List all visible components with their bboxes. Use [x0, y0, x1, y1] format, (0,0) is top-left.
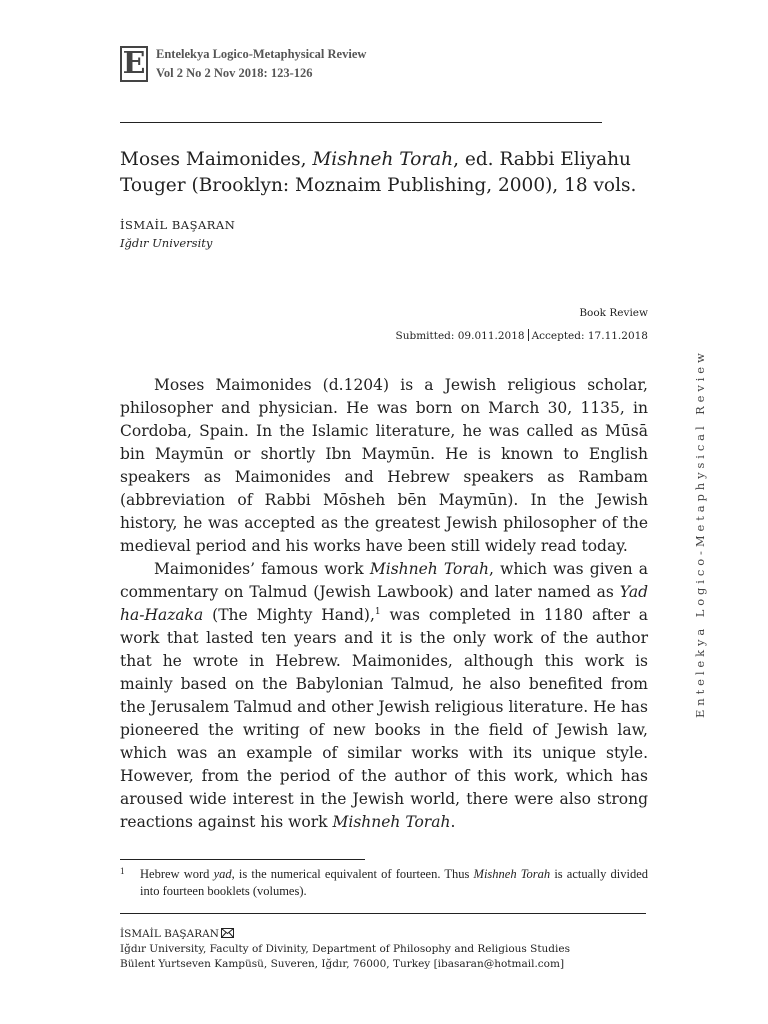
- envelope-icon[interactable]: [221, 928, 234, 938]
- date-separator: [528, 329, 529, 341]
- header-divider: [120, 122, 602, 123]
- contact-address: Bülent Yurtseven Kampüsü, Suveren, Iğdır, 76000, Turkey [ibasaran@hotmail.com]: [120, 958, 565, 970]
- article-title: [120, 147, 660, 199]
- author-contact: [120, 927, 570, 972]
- contact-name: İSMAİL BAŞARAN: [120, 928, 219, 940]
- contact-affiliation: Iğdır University, Faculty of Divinity, Department of Philosophy and Religious Studies: [120, 943, 570, 955]
- article-type: Book Review: [579, 307, 648, 319]
- contact-divider: [120, 913, 646, 914]
- accepted-date: Accepted: 17.11.2018: [531, 330, 648, 342]
- title-part: , ed. Rabbi Eliyahu Touger (Brooklyn: Moznaim Publishing, 2000), 18 vols.: [120, 149, 637, 196]
- article-body: [120, 374, 648, 834]
- footnote-text: Hebrew word yad, is the numerical equivalent of fourteen. Thus Mishneh Torah is actually divided into fourteen booklets (volumes).: [140, 867, 649, 898]
- submitted-date: Submitted: 09.011.2018: [395, 330, 525, 342]
- title-book-name: Mishneh Torah: [312, 149, 454, 170]
- journal-issue: Vol 2 No 2 Nov 2018: 123-126: [156, 66, 313, 80]
- footnote-number: 1: [120, 866, 125, 876]
- footnote-reference[interactable]: 1: [374, 606, 381, 617]
- journal-name: Entelekya Logico-Metaphysical Review: [156, 47, 367, 61]
- body-paragraph: Maimonides’ famous work Mishneh Torah, which was given a commentary on Talmud (Jewish Lawbook) and later named as Yad ha-Hazaka (The Mighty Hand),$^1$ was completed in 1180 after a work that lasted ten years and it is the only work of the author that he wrote in Hebrew. Maimonides, although this work is mainly based on the Babylonian Talmud, he also benefited from the Jerusalem Talmud and other Jewish religious literature. He has pioneered the writing of new books in the field of Jewish law, which was an example of similar works with its unique style. However, from the period of the author of this work, which has aroused wide interest in the Jewish world, there were also strong reactions against his work Mishneh Torah.: [120, 560, 648, 831]
- body-paragraph: Moses Maimonides (d.1204) is a Jewish religious scholar, philosopher and physician. He was born on March 30, 1135, in Cordoba, Spain. In the Islamic literature, he was called as Mūsā bin Maymūn or shortly Ibn Maymūn. He is known to English speakers as Maimonides and Hebrew speakers as Rambam (abbreviation of Rabbi Mōsheh bēn Maymūn). In the Jewish history, he was accepted as the greatest Jewish philosopher of the medieval period and his works have been still widely read today.: [120, 376, 648, 555]
- author-affiliation: Iğdır University: [120, 236, 213, 250]
- side-journal-title: Entelekya Logico-Metaphysical Review: [693, 349, 707, 718]
- article-dates: [396, 329, 648, 342]
- footnote-divider: [120, 859, 365, 860]
- title-part: Moses Maimonides,: [120, 149, 313, 170]
- journal-logo: E: [120, 46, 148, 82]
- footnote: [120, 866, 648, 900]
- author-name: İSMAİL BAŞARAN: [120, 218, 236, 232]
